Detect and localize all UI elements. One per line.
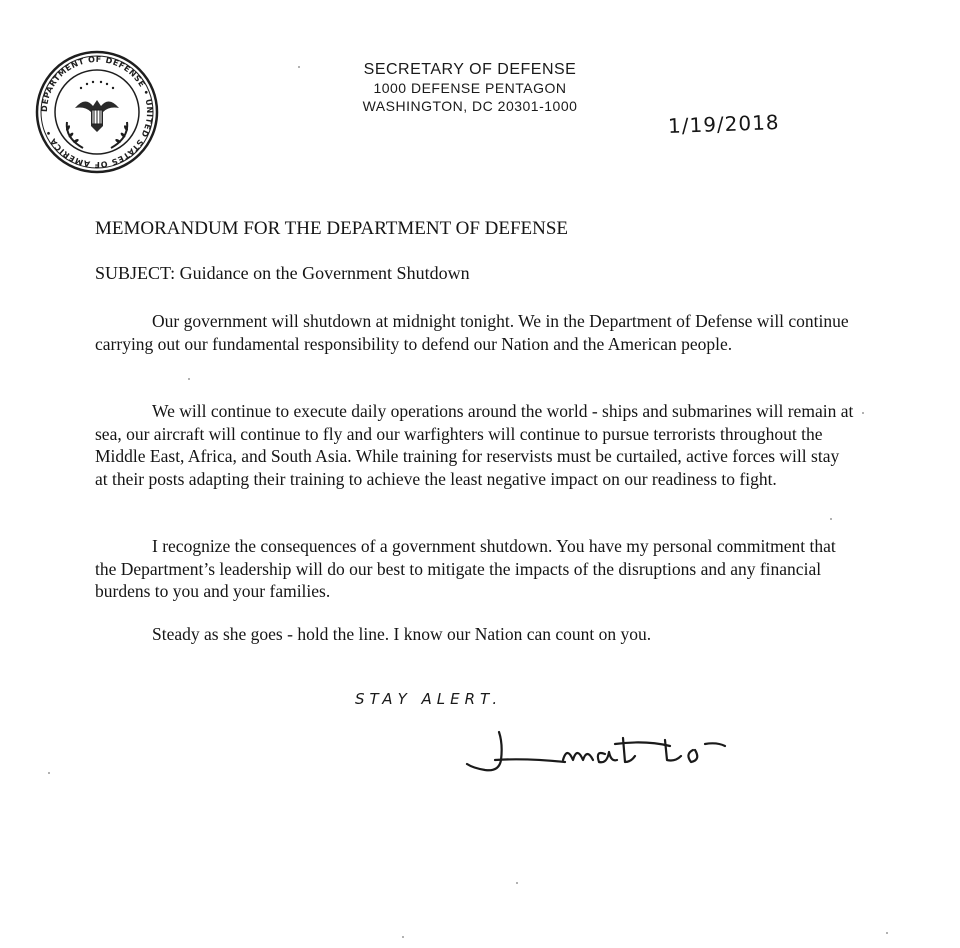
scan-speck bbox=[516, 882, 518, 884]
letterhead-title: SECRETARY OF DEFENSE bbox=[363, 61, 577, 78]
svg-text:DEPARTMENT OF DEFENSE • UNITED: DEPARTMENT OF DEFENSE • UNITED STATES OF AMERICA • bbox=[39, 54, 155, 170]
scan-speck bbox=[830, 518, 832, 520]
memo-addressee: MEMORANDUM FOR THE DEPARTMENT OF DEFENSE bbox=[95, 218, 569, 239]
scan-speck bbox=[188, 378, 190, 380]
signature-icon bbox=[455, 710, 765, 790]
department-of-defense-seal-icon bbox=[35, 50, 159, 174]
scan-speck bbox=[298, 66, 300, 68]
memo-subject: SUBJECT: Guidance on the Government Shutdown bbox=[95, 263, 470, 283]
memo-paragraph: Our government will shutdown at midnight tonight. We in the Department of Defense will continue carrying out our fundamental responsibility to defend our Nation and the American people. bbox=[95, 311, 849, 354]
memo-paragraph: We will continue to execute daily operations around the world - ships and submarines will remain at sea, our aircraft will continue to fly and our warfighters will continue to pursue terrorists throughout the Middle East, Africa, and South Asia. While training for reservists must be curtailed, active forces will stay at their posts adapting their training to achieve the least negative impact on our readiness to fight. bbox=[95, 401, 854, 489]
scan-speck bbox=[862, 412, 864, 414]
scan-speck bbox=[48, 772, 50, 774]
letterhead-city: WASHINGTON, DC 20301-1000 bbox=[362, 98, 578, 114]
memo-paragraph: Steady as she goes - hold the line. I know our Nation can count on you. bbox=[152, 624, 652, 644]
scan-speck bbox=[886, 932, 888, 934]
scan-speck bbox=[402, 936, 404, 938]
letterhead-address: 1000 DEFENSE PENTAGON bbox=[373, 80, 567, 96]
handwritten-closing: STAY ALERT. bbox=[355, 690, 503, 708]
letterhead bbox=[300, 60, 640, 115]
memo-paragraph: I recognize the consequences of a government shutdown. You have my personal commitment that the Department’s leadership will do our best to mitigate the impacts of the disruptions and any financial burdens to you and your families. bbox=[95, 536, 836, 601]
handwritten-date: 1/19/2018 bbox=[667, 110, 780, 138]
